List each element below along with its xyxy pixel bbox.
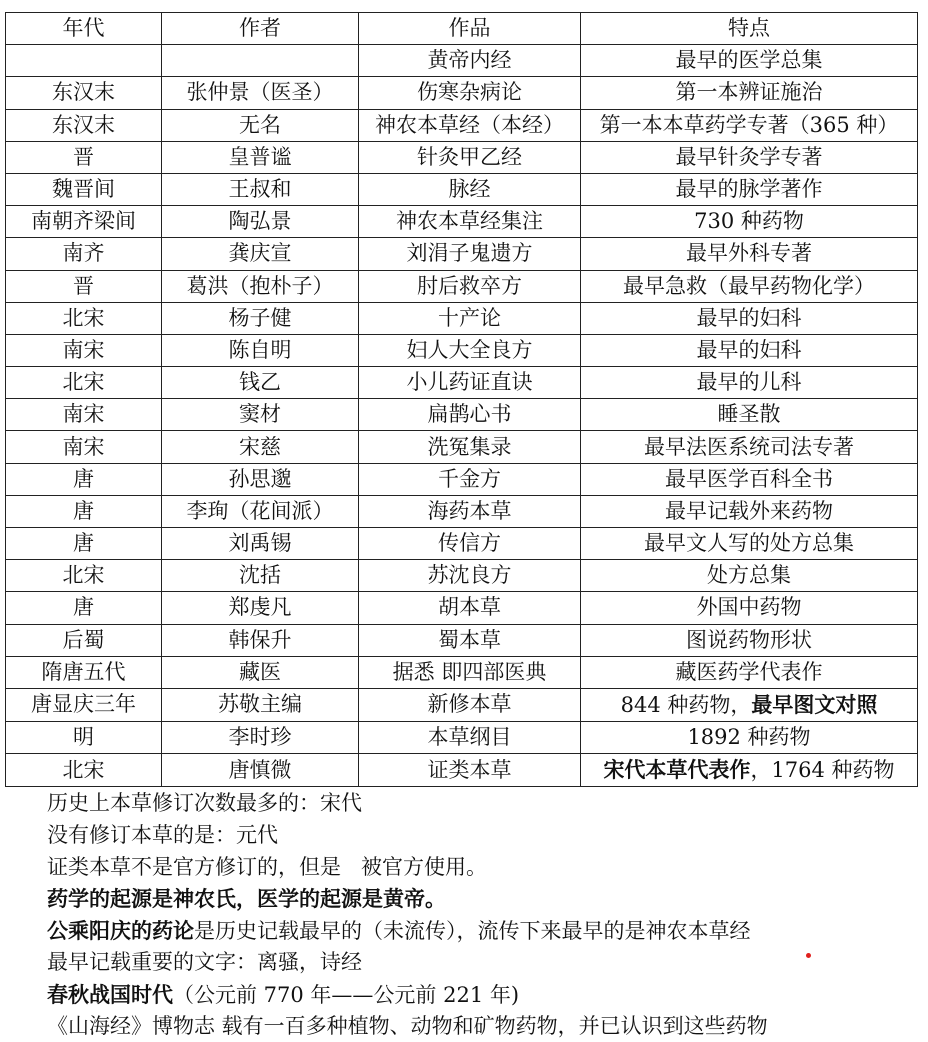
table-row xyxy=(6,367,918,399)
cell-work: 本草纲目 xyxy=(359,721,581,753)
table-row xyxy=(6,560,918,592)
note-line-5-bold: 公乘阳庆的药论 xyxy=(47,918,194,944)
cell-author: 沈括 xyxy=(162,560,359,592)
cell-feature: 最早医学百科全书 xyxy=(581,463,918,495)
table-row xyxy=(6,431,918,463)
cell-author: 皇普谧 xyxy=(162,141,359,173)
cell-author: 藏医 xyxy=(162,656,359,688)
note-line-2: 没有修订本草的是：元代 xyxy=(47,822,278,847)
cell-era: 后蜀 xyxy=(6,624,162,656)
cell-work: 苏沈良方 xyxy=(359,560,581,592)
table-row xyxy=(6,334,918,366)
cell-feature: 最早的妇科 xyxy=(581,334,918,366)
cell-work: 传信方 xyxy=(359,528,581,560)
cell-author: 韩保升 xyxy=(162,624,359,656)
cell-work: 神农本草经集注 xyxy=(359,206,581,238)
header-author: 作者 xyxy=(162,13,359,45)
cell-feature: 第一本本草药学专著（365 种） xyxy=(581,109,918,141)
note-line-7-bold: 春秋战国时代 xyxy=(47,981,173,1007)
cell-work: 小儿药证直诀 xyxy=(359,367,581,399)
note-line-4: 药学的起源是神农氏，医学的起源是黄帝。 xyxy=(47,886,446,912)
cell-work: 刘涓子鬼遗方 xyxy=(359,238,581,270)
cell-feature: 图说药物形状 xyxy=(581,624,918,656)
cell-author: 王叔和 xyxy=(162,173,359,205)
cell-feature: 最早的脉学著作 xyxy=(581,173,918,205)
cell-era: 南朝齐梁间 xyxy=(6,206,162,238)
cell-work: 十产论 xyxy=(359,302,581,334)
header-feature: 特点 xyxy=(581,13,918,45)
cell-era: 唐 xyxy=(6,495,162,527)
cell-feature: 最早外科专著 xyxy=(581,238,918,270)
red-dot-mark xyxy=(806,953,811,958)
note-line-6: 最早记载重要的文字：离骚，诗经 xyxy=(47,949,362,974)
table-row xyxy=(6,45,918,77)
note-line-7-rest: （公元前 770 年——公元前 221 年) xyxy=(173,982,520,1007)
cell-author: 钱乙 xyxy=(162,367,359,399)
table-row xyxy=(6,302,918,334)
cell-era: 晋 xyxy=(6,141,162,173)
header-work: 作品 xyxy=(359,13,581,45)
cell-author: 杨子健 xyxy=(162,302,359,334)
table-row xyxy=(6,495,918,527)
cell-feature xyxy=(581,688,918,721)
history-table xyxy=(5,12,918,787)
cell-author: 李珣（花间派） xyxy=(162,495,359,527)
cell-feature: 1892 种药物 xyxy=(581,721,918,753)
cell-feature xyxy=(581,754,918,787)
cell-era: 北宋 xyxy=(6,302,162,334)
cell-author xyxy=(162,45,359,77)
cell-author: 陶弘景 xyxy=(162,206,359,238)
cell-author: 无名 xyxy=(162,109,359,141)
cell-work: 神农本草经（本经） xyxy=(359,109,581,141)
cell-era: 魏晋间 xyxy=(6,173,162,205)
cell-work: 蜀本草 xyxy=(359,624,581,656)
cell-era: 北宋 xyxy=(6,560,162,592)
header-era: 年代 xyxy=(6,13,162,45)
table-row xyxy=(6,754,918,787)
cell-era: 北宋 xyxy=(6,754,162,787)
note-line-7 xyxy=(47,979,917,1011)
table-row xyxy=(6,656,918,688)
cell-work: 脉经 xyxy=(359,173,581,205)
cell-feature: 730 种药物 xyxy=(581,206,918,238)
table-row xyxy=(6,688,918,721)
table-row xyxy=(6,270,918,302)
table-row xyxy=(6,592,918,624)
cell-feature: 最早记载外来药物 xyxy=(581,495,918,527)
cell-author: 宋慈 xyxy=(162,431,359,463)
cell-feature: 最早针灸学专著 xyxy=(581,141,918,173)
feature-plain: ，1764 种药物 xyxy=(750,758,895,783)
table-row xyxy=(6,721,918,753)
table-row xyxy=(6,624,918,656)
cell-feature: 藏医药学代表作 xyxy=(581,656,918,688)
feature-bold: 宋代本草代表作 xyxy=(603,757,751,783)
note-line-3: 证类本草不是官方修订的，但是 被官方使用。 xyxy=(47,854,488,879)
cell-work: 千金方 xyxy=(359,463,581,495)
cell-author: 张仲景（医圣） xyxy=(162,77,359,109)
cell-author: 郑虔凡 xyxy=(162,592,359,624)
table-row xyxy=(6,141,918,173)
table-row xyxy=(6,109,918,141)
cell-work: 胡本草 xyxy=(359,592,581,624)
cell-era: 东汉末 xyxy=(6,109,162,141)
cell-author: 刘禹锡 xyxy=(162,528,359,560)
cell-feature: 最早急救（最早药物化学） xyxy=(581,270,918,302)
cell-era: 隋唐五代 xyxy=(6,656,162,688)
cell-era: 唐 xyxy=(6,463,162,495)
cell-feature: 处方总集 xyxy=(581,560,918,592)
cell-era: 唐显庆三年 xyxy=(6,688,162,721)
cell-author: 龚庆宣 xyxy=(162,238,359,270)
table-row xyxy=(6,399,918,431)
cell-author: 唐慎微 xyxy=(162,754,359,787)
cell-era: 东汉末 xyxy=(6,77,162,109)
note-line-5 xyxy=(47,915,917,947)
cell-feature: 睡圣散 xyxy=(581,399,918,431)
cell-era: 唐 xyxy=(6,528,162,560)
cell-feature: 最早的医学总集 xyxy=(581,45,918,77)
table-row xyxy=(6,173,918,205)
cell-era: 南宋 xyxy=(6,399,162,431)
note-line-8: 《山海经》博物志 载有一百多种植物、动物和矿物药物，并已认识到这些药物 xyxy=(47,1013,768,1038)
feature-bold: 最早图文对照 xyxy=(751,691,878,717)
cell-author: 陈自明 xyxy=(162,334,359,366)
cell-era: 明 xyxy=(6,721,162,753)
cell-author: 苏敬主编 xyxy=(162,688,359,721)
cell-feature: 最早文人写的处方总集 xyxy=(581,528,918,560)
cell-era: 南宋 xyxy=(6,334,162,366)
cell-work: 针灸甲乙经 xyxy=(359,141,581,173)
cell-feature: 最早的妇科 xyxy=(581,302,918,334)
note-line-5-rest: 是历史记载最早的（未流传），流传下来最早的是神农本草经 xyxy=(194,919,751,944)
table-row xyxy=(6,528,918,560)
table-row xyxy=(6,77,918,109)
cell-era: 北宋 xyxy=(6,367,162,399)
cell-work: 肘后救卒方 xyxy=(359,270,581,302)
header-row xyxy=(6,13,918,45)
cell-work: 扁鹊心书 xyxy=(359,399,581,431)
cell-era: 南宋 xyxy=(6,431,162,463)
cell-work: 妇人大全良方 xyxy=(359,334,581,366)
cell-work: 新修本草 xyxy=(359,688,581,721)
cell-author: 李时珍 xyxy=(162,721,359,753)
cell-era xyxy=(6,45,162,77)
cell-author: 葛洪（抱朴子） xyxy=(162,270,359,302)
cell-author: 孙思邈 xyxy=(162,463,359,495)
cell-era: 晋 xyxy=(6,270,162,302)
cell-feature: 第一本辨证施治 xyxy=(581,77,918,109)
table-row xyxy=(6,463,918,495)
table-row xyxy=(6,238,918,270)
cell-work: 据悉 即四部医典 xyxy=(359,656,581,688)
table-row xyxy=(6,206,918,238)
cell-feature: 最早法医系统司法专著 xyxy=(581,431,918,463)
cell-era: 唐 xyxy=(6,592,162,624)
cell-feature: 最早的儿科 xyxy=(581,367,918,399)
feature-plain: 844 种药物， xyxy=(620,692,752,717)
note-line-1: 历史上本草修订次数最多的：宋代 xyxy=(47,791,362,815)
cell-work: 黄帝内经 xyxy=(359,45,581,77)
cell-feature: 外国中药物 xyxy=(581,592,918,624)
cell-work: 伤寒杂病论 xyxy=(359,77,581,109)
cell-work: 洗冤集录 xyxy=(359,431,581,463)
cell-era: 南齐 xyxy=(6,238,162,270)
cell-work: 证类本草 xyxy=(359,754,581,787)
notes-section xyxy=(47,788,917,1042)
cell-work: 海药本草 xyxy=(359,495,581,527)
cell-author: 窦材 xyxy=(162,399,359,431)
